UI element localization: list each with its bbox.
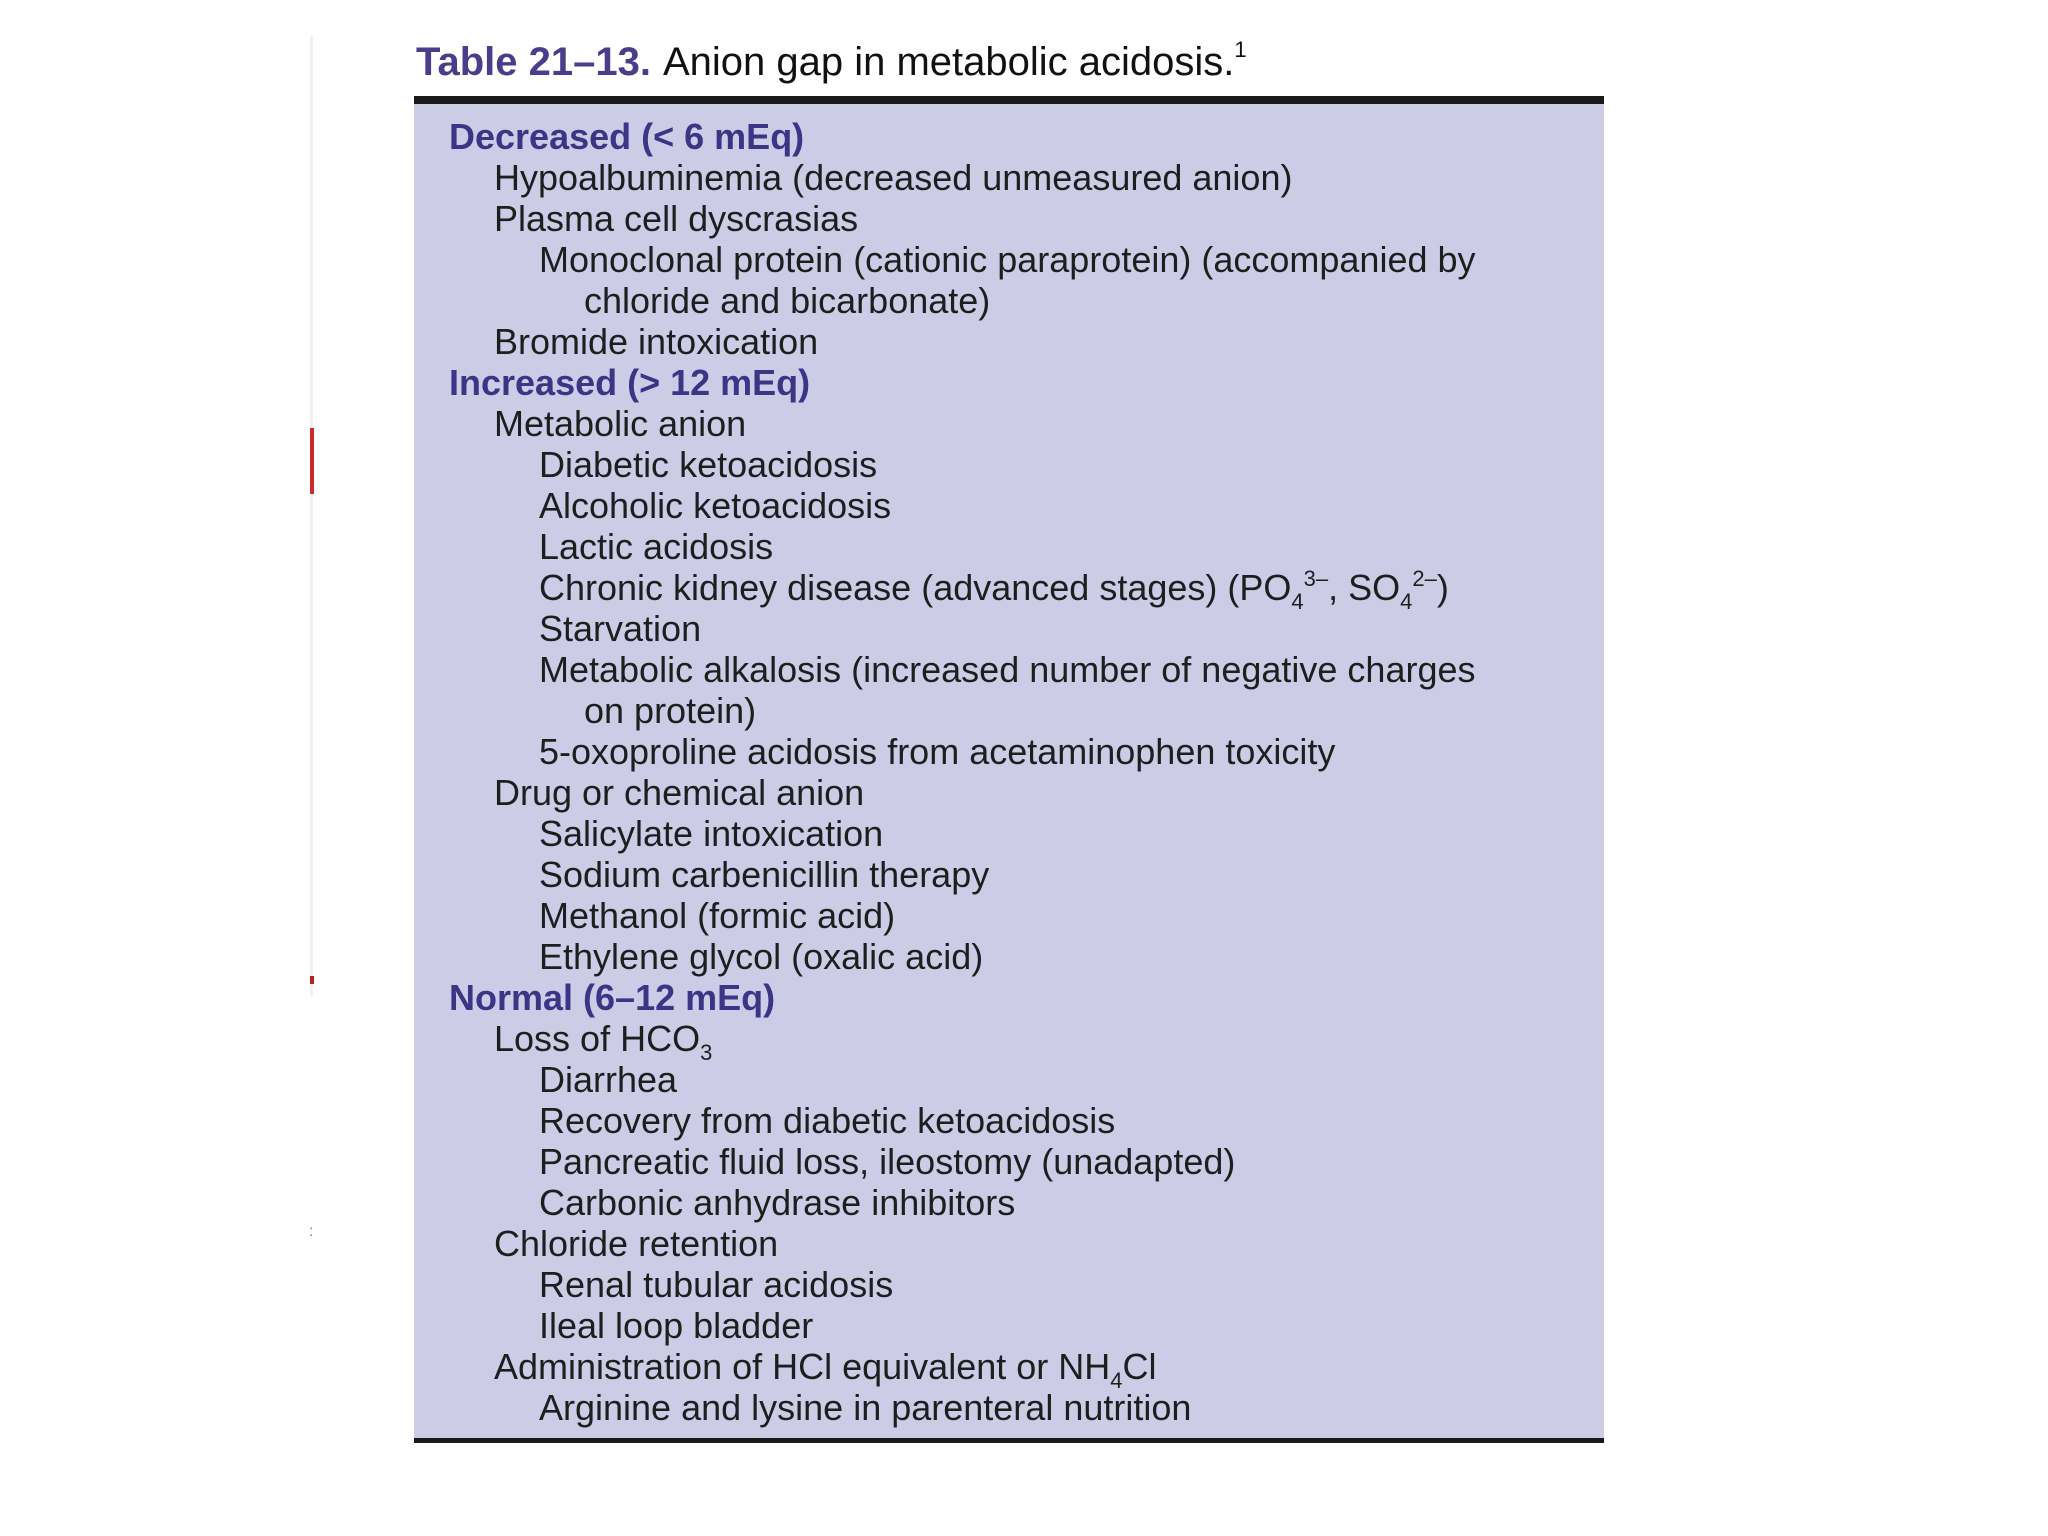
list-item: Methanol (formic acid) bbox=[539, 895, 896, 936]
list-item: Starvation bbox=[539, 608, 702, 649]
list-item: Drug or chemical anion bbox=[494, 772, 865, 813]
list-item: Pancreatic fluid loss, ileostomy (unadapted) bbox=[539, 1141, 1236, 1182]
table-title bbox=[414, 38, 1604, 96]
list-item: Renal tubular acidosis bbox=[539, 1264, 894, 1305]
list-item: Monoclonal protein (cationic paraprotein) (accompanied by bbox=[539, 239, 1476, 280]
ckd-text: ) bbox=[1436, 567, 1449, 608]
ckd-sub: 4 bbox=[1400, 589, 1413, 614]
hcl-text: Cl bbox=[1122, 1346, 1157, 1387]
list-item: Chloride retention bbox=[494, 1223, 779, 1264]
list-item-continuation: chloride and bicarbonate) bbox=[584, 280, 991, 321]
list-item: Hypoalbuminemia (decreased unmeasured anion) bbox=[494, 157, 1293, 198]
list-item: Ileal loop bladder bbox=[539, 1305, 814, 1346]
list-item: 5-oxoproline acidosis from acetaminophen toxicity bbox=[539, 731, 1336, 772]
list-item: Salicylate intoxication bbox=[539, 813, 884, 854]
section-heading-normal: Normal (6–12 mEq) bbox=[449, 977, 776, 1018]
list-item: Arginine and lysine in parenteral nutrition bbox=[539, 1387, 1192, 1428]
list-item: Plasma cell dyscrasias bbox=[494, 198, 859, 239]
section-heading-increased: Increased (> 12 mEq) bbox=[449, 362, 811, 403]
margin-red-dot bbox=[310, 976, 314, 984]
table-number: Table 21–13. bbox=[416, 40, 651, 84]
ckd-sup: 3– bbox=[1303, 566, 1329, 591]
list-item: Diarrhea bbox=[539, 1059, 678, 1100]
hcl-sub: 4 bbox=[1110, 1368, 1123, 1393]
margin-red-marker bbox=[310, 428, 314, 494]
anion-gap-table bbox=[414, 38, 1604, 1443]
table-body bbox=[414, 96, 1604, 1443]
ckd-text: Chronic kidney disease (advanced stages) (PO bbox=[539, 567, 1292, 608]
ckd-sub: 4 bbox=[1291, 589, 1304, 614]
list-item: Metabolic anion bbox=[494, 403, 747, 444]
list-item-hcl bbox=[414, 1346, 1604, 1393]
ckd-text: , SO bbox=[1328, 567, 1401, 608]
hco3-sub: 3 bbox=[700, 1040, 713, 1065]
table-title-text: Anion gap in metabolic acidosis. bbox=[662, 40, 1235, 84]
list-item: Carbonic anhydrase inhibitors bbox=[539, 1182, 1016, 1223]
list-item-hco3 bbox=[414, 1018, 1604, 1065]
list-item: Sodium carbenicillin therapy bbox=[539, 854, 990, 895]
list-item: Bromide intoxication bbox=[494, 321, 819, 362]
list-item-continuation: on protein) bbox=[584, 690, 757, 731]
ckd-sup: 2– bbox=[1412, 566, 1437, 591]
list-item: Lactic acidosis bbox=[539, 526, 774, 567]
list-item-ckd bbox=[414, 566, 1604, 614]
hco3-text: Loss of HCO bbox=[494, 1018, 701, 1059]
list-item: Diabetic ketoacidosis bbox=[539, 444, 878, 485]
list-item: Alcoholic ketoacidosis bbox=[539, 485, 892, 526]
list-item: Metabolic alkalosis (increased number of negative charges bbox=[539, 649, 1476, 690]
footnote-mark: 1 bbox=[1234, 37, 1247, 62]
margin-colon-mark: : bbox=[309, 1223, 314, 1240]
list-item: Ethylene glycol (oxalic acid) bbox=[539, 936, 984, 977]
hcl-text: Administration of HCl equivalent or NH bbox=[494, 1346, 1111, 1387]
section-heading-decreased: Decreased (< 6 mEq) bbox=[449, 116, 805, 157]
list-item: Recovery from diabetic ketoacidosis bbox=[539, 1100, 1116, 1141]
page-left-margin-rule bbox=[310, 36, 313, 996]
